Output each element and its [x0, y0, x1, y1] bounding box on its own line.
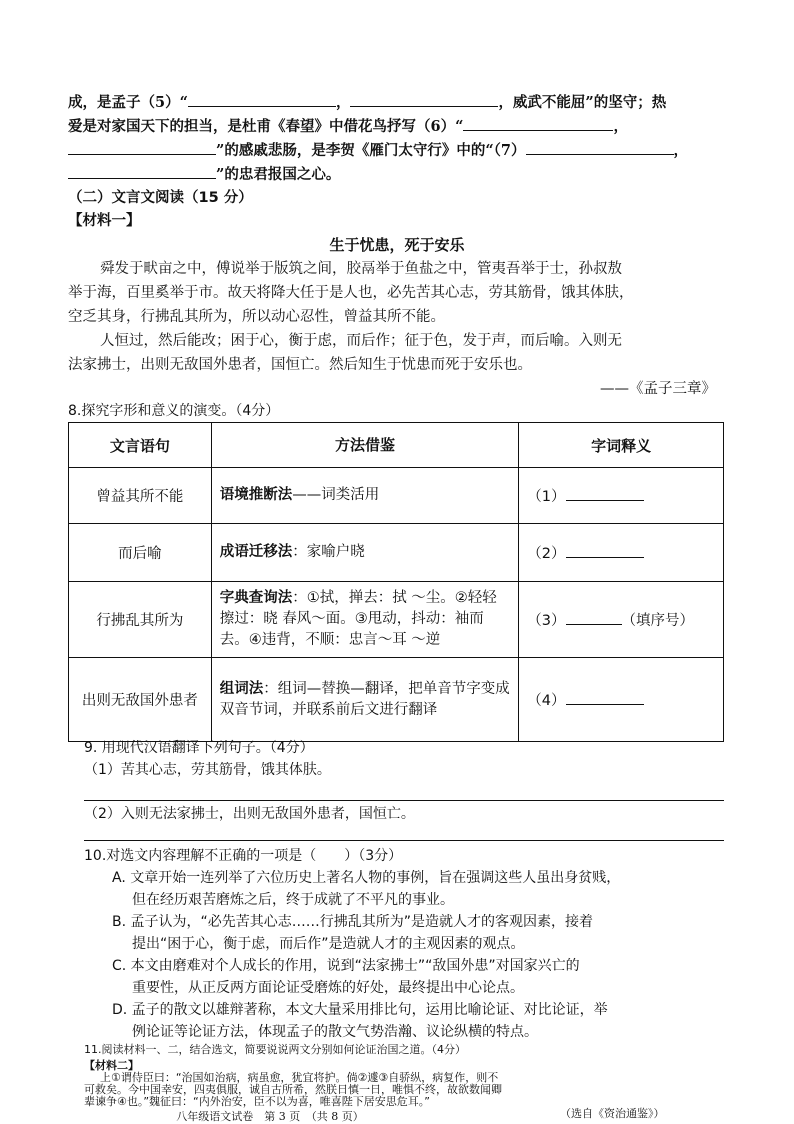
- passage-line: 舜发于畎亩之中，傅说举于版筑之间，胶鬲举于鱼盐之中，管夷吾举于士，孙叔敖: [100, 261, 622, 277]
- page-footer: 八年级语文试卷 第 3 页 （共 8 页）: [176, 1110, 364, 1123]
- material-2-label: 【材料二】: [84, 1059, 139, 1072]
- material-2-line: 辈谏争④也。”魏征曰：“内外治安，臣不以为喜，唯喜陛下居安思危耳。”: [84, 1095, 430, 1108]
- passage-source: ——《孟子三章》: [600, 381, 716, 397]
- answer-blank-5b[interactable]: [350, 92, 498, 107]
- answer-note: （填序号）: [621, 613, 694, 629]
- q9-stem: 9. 用现代汉语翻译下列句子。（4分）: [84, 740, 314, 756]
- method-cell: [211, 658, 519, 742]
- fill-line-4: [68, 164, 340, 185]
- material-2-source: （选自《资治通鉴》）: [560, 1107, 665, 1120]
- table-row: [69, 658, 724, 742]
- answer-cell: [519, 658, 724, 742]
- passage-line: 法家拂士，出则无敌国外患者，国恒亡。然后知生于忧患而死于安乐也。: [68, 357, 532, 373]
- option-c-line-2: 重要性，从正反两方面论证受磨炼的好处，最终提出中心论点。: [132, 980, 524, 996]
- text-segment: ”的感戚悲肠，是李贺《雁门太守行》中的“（7）: [216, 142, 526, 159]
- text-segment: ，: [613, 118, 628, 135]
- answer-blank-q8-3[interactable]: [566, 610, 622, 625]
- table-row: [69, 524, 724, 582]
- text-segment: ，威武不能屈”的坚守；热: [498, 94, 667, 111]
- column-header: 方法借鉴: [211, 423, 519, 468]
- answer-cell: [519, 524, 724, 582]
- table-row: [69, 582, 724, 658]
- method-text: ：组词—替换—翻译，把单音节字变成双音节词，并联系前后文进行翻译: [219, 680, 510, 718]
- q11-stem: 11.阅读材料一、二，结合选文，简要说说两文分别如何论证治国之道。（4分）: [84, 1043, 466, 1056]
- answer-line[interactable]: [84, 800, 724, 801]
- method-text: ：①拭，掸去：拭 ～尘。②轻轻擦过：晓 春风～面。③甩动，抖动：袖而去。④违背，不顺：忠言～耳 ～逆: [219, 590, 497, 648]
- answer-cell: [519, 582, 724, 658]
- answer-blank-q8-4[interactable]: [566, 690, 644, 705]
- answer-line[interactable]: [84, 840, 724, 841]
- table-row: [69, 468, 724, 524]
- sentence-cell: 曾益其所不能: [69, 468, 212, 524]
- option-c-line-1[interactable]: C. 本文由磨难对个人成长的作用，说到“法家拂士”“敌国外患”对国家兴亡的: [112, 958, 580, 974]
- material-1-label: 【材料一】: [68, 213, 141, 229]
- fill-line-1: [68, 92, 666, 113]
- option-d-line-2: 例论证等论证方法，体现孟子的散文气势浩瀚、议论纵横的特点。: [132, 1024, 538, 1040]
- text-segment: 成，是孟子（5）“: [68, 94, 188, 111]
- option-a-line-2: 但在经历艰苦磨炼之后，终于成就了不平凡的事业。: [132, 892, 454, 908]
- q10-stem: 10.对选文内容理解不正确的一项是（ ）（3分）: [84, 848, 403, 864]
- text-segment: 爱是对家国天下的担当，是杜甫《春望》中借花鸟抒写（6）“: [68, 118, 464, 135]
- column-header: 文言语句: [69, 423, 212, 468]
- material-2-line: 上①谓侍臣曰：“治国如治病，病虽愈，犹宜将护。倘②遽③自骄纵，病复作，则不: [100, 1071, 499, 1084]
- q8-table: [68, 422, 724, 742]
- answer-blank-7b[interactable]: [68, 164, 216, 179]
- sentence-cell: 而后喻: [69, 524, 212, 582]
- method-text: ——词类活用: [292, 487, 380, 503]
- passage-title: 生于忧患，死于安乐: [329, 236, 465, 254]
- q9-sentence-1: （1）苦其心志，劳其筋骨，饿其体肤。: [84, 762, 331, 778]
- text-segment: ”的忠君报国之心。: [216, 166, 341, 183]
- answer-cell: [519, 468, 724, 524]
- text-segment: ，: [673, 142, 689, 159]
- answer-number: （1）: [527, 489, 566, 505]
- method-text: ：家喻户晓: [292, 544, 365, 560]
- passage-line: 空乏其身，行拂乱其所为，所以动心忍性，曾益其所不能。: [68, 309, 445, 325]
- answer-number: （4）: [527, 693, 566, 709]
- text-segment: ，: [335, 94, 351, 111]
- table-header-row: [69, 423, 724, 468]
- material-2-line: 可救矣。今中国幸安，四夷俱服，诚自古所希，然朕日慎一日，唯惧不终，故欲数闻卿: [84, 1083, 502, 1096]
- option-a-line-1[interactable]: A. 文章开始一连列举了六位历史上著名人物的事例，旨在强调这些人虽出身贫贱，: [112, 870, 621, 886]
- q9-sentence-2: （2）入则无法家拂士，出则无敌国外患者，国恒亡。: [84, 806, 415, 822]
- passage-line: 人恒过，然后能改；困于心，衡于虑，而后作；征于色，发于声，而后喻。入则无: [100, 333, 622, 349]
- fill-line-3: [68, 140, 688, 161]
- method-cell: [211, 468, 519, 524]
- q8-stem: 8.探究字形和意义的演变。（4分）: [68, 403, 280, 419]
- method-cell: [211, 524, 519, 582]
- column-header: 字词释义: [519, 423, 724, 468]
- answer-blank-q8-2[interactable]: [566, 543, 644, 558]
- sentence-cell: 行拂乱其所为: [69, 582, 212, 658]
- answer-number: （3）: [527, 613, 566, 629]
- option-b-line-1[interactable]: B. 孟子认为，“必先苦其心志……行拂乱其所为”是造就人才的客观因素，接着: [112, 914, 594, 930]
- passage-line: 举于海，百里奚举于市。故天将降大任于是人也，必先苦其心志，劳其筋骨，饿其体肤，: [68, 285, 634, 301]
- method-label: 字典查询法: [219, 590, 293, 606]
- method-label: 成语迁移法: [219, 544, 293, 560]
- answer-blank-5a[interactable]: [188, 92, 336, 107]
- answer-blank-6a[interactable]: [463, 116, 613, 131]
- sentence-cell: 出则无敌国外患者: [69, 658, 212, 742]
- method-cell: [211, 582, 519, 658]
- option-b-line-2: 提出“困于心，衡于虑，而后作”是造就人才的主观因素的观点。: [132, 936, 525, 952]
- answer-blank-6b[interactable]: [68, 140, 216, 155]
- method-label: 语境推断法: [219, 487, 293, 503]
- section-heading: （二）文言文阅读（15 分）: [68, 190, 253, 206]
- fill-line-2: [68, 116, 628, 137]
- answer-blank-q8-1[interactable]: [566, 486, 644, 501]
- answer-number: （2）: [527, 546, 566, 562]
- option-d-line-1[interactable]: D. 孟子的散文以雄辩著称，本文大量采用排比句，运用比喻论证、对比论证，举: [112, 1002, 608, 1018]
- method-label: 组词法: [219, 680, 264, 697]
- answer-blank-7a[interactable]: [526, 140, 674, 155]
